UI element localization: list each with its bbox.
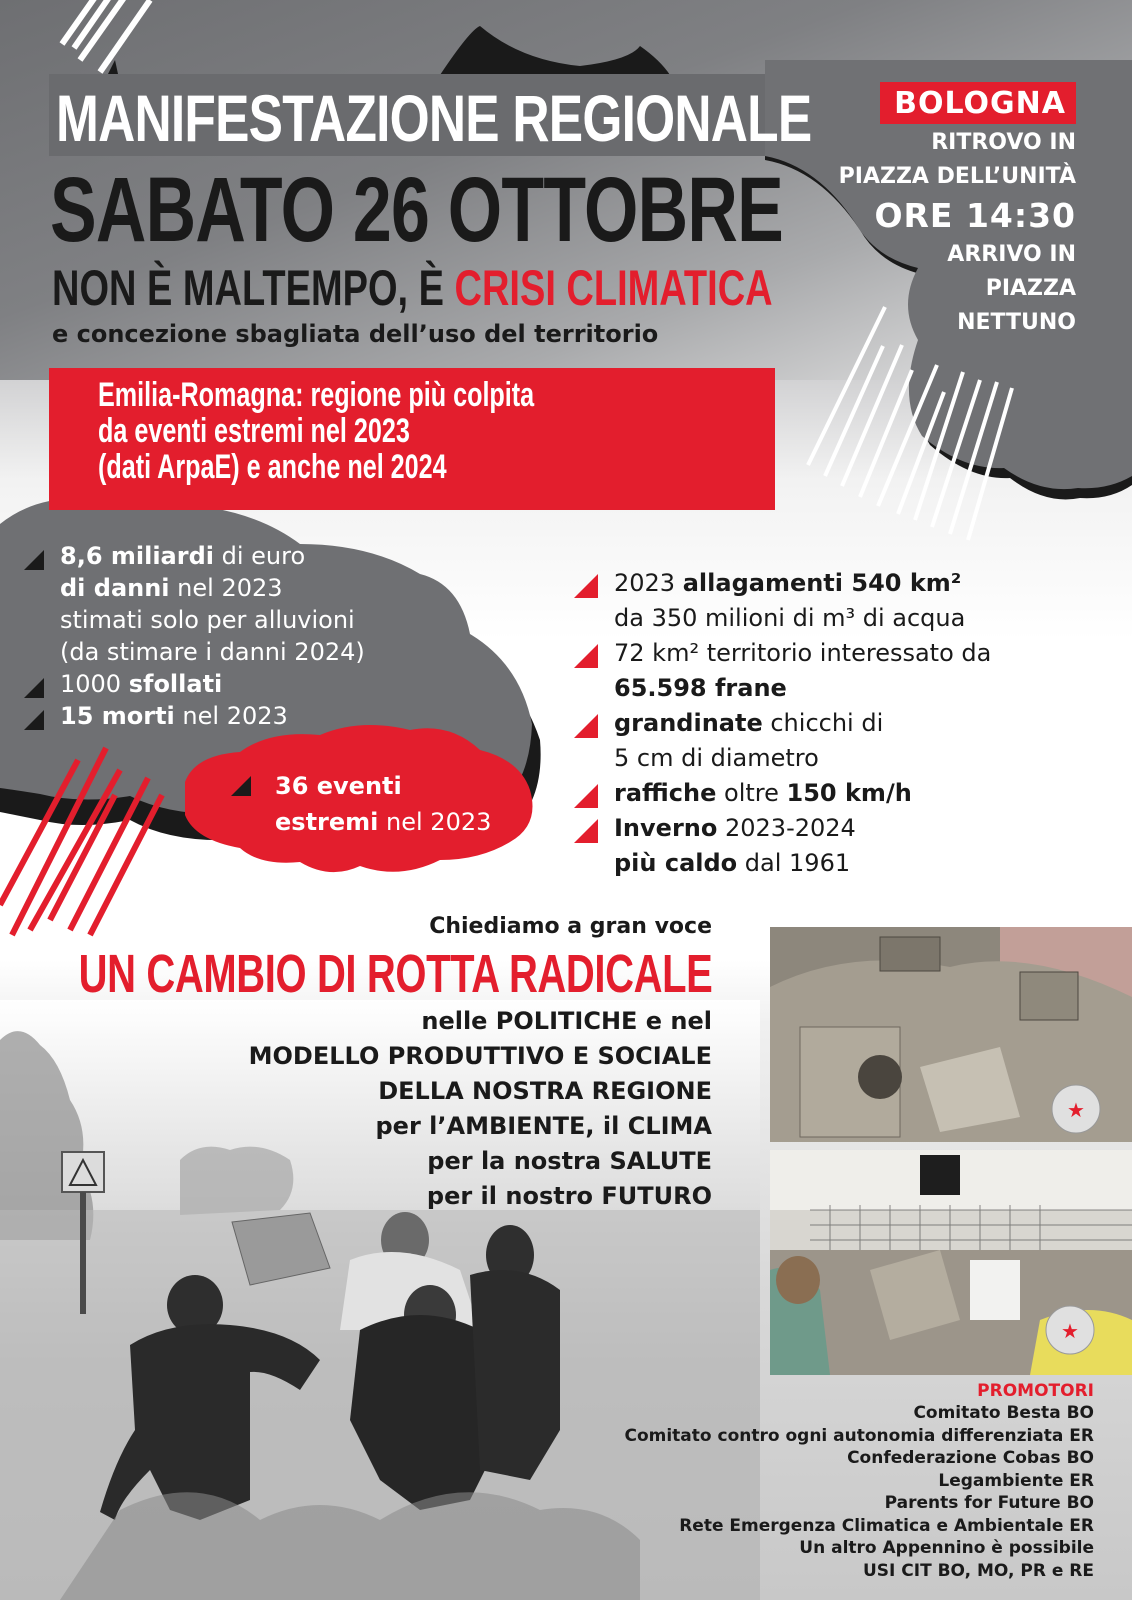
triangle-bullet-icon	[574, 644, 598, 668]
triangle-bullet-icon	[24, 678, 44, 698]
stat-item: (da stimare i danni 2024)	[60, 638, 365, 666]
stat-item: 5 cm di diametro	[614, 744, 819, 772]
region-line-1: Emilia-Romagna: regione più colpita	[98, 376, 535, 414]
triangle-bullet-icon	[24, 550, 44, 570]
demand-line: per la nostra SALUTE	[427, 1147, 712, 1175]
promoter-item: Comitato Besta BO	[913, 1403, 1094, 1423]
extreme-events-stat: 36 eventi estremi nel 2023	[275, 768, 491, 840]
triangle-bullet-icon	[574, 574, 598, 598]
weather-stats-list	[614, 566, 991, 881]
arrival-label: ARRIVO IN	[947, 242, 1076, 267]
event-type-title: MANIFESTAZIONE REGIONALE	[56, 81, 812, 155]
stat-item: 72 km² territorio interessato da	[614, 636, 991, 671]
flooded-kitchen-photo	[770, 1150, 1132, 1375]
demand-line: MODELLO PRODUTTIVO E SOCIALE	[248, 1042, 712, 1070]
stat-item: stimati solo per alluvioni	[60, 606, 355, 634]
event-date: SABATO 26 OTTOBRE	[50, 159, 784, 261]
svg-text:★: ★	[1067, 1098, 1085, 1122]
promoter-item: USI CIT BO, MO, PR e RE	[862, 1560, 1094, 1581]
stat-item: più caldo dal 1961	[614, 849, 851, 877]
region-line-2: da eventi estremi nel 2023	[98, 412, 410, 450]
promoter-item: Parents for Future BO	[884, 1493, 1094, 1513]
damage-stats-list	[60, 540, 365, 732]
meeting-label: RITROVO IN	[931, 130, 1076, 155]
stat-item: grandinate chicchi di	[614, 706, 991, 741]
slogan-prefix: NON È MALTEMPO, È	[52, 260, 455, 316]
promoter-item: Un altro Appennino è possibile	[799, 1538, 1094, 1558]
demand-headline: UN CAMBIO DI ROTTA RADICALE	[78, 944, 712, 1004]
demand-line: DELLA NOSTRA REGIONE	[378, 1077, 712, 1105]
city-badge: BOLOGNA	[880, 82, 1076, 124]
location-info	[839, 82, 1076, 340]
region-line-3: (dati ArpaE) e anche nel 2024	[98, 448, 447, 486]
demand-line: per l’AMBIENTE, il CLIMA	[375, 1112, 712, 1140]
promoter-item: Legambiente ER	[938, 1470, 1094, 1491]
stat-item: da 350 milioni di m³ di acqua	[614, 604, 966, 632]
arrival-place-line1: PIAZZA	[985, 276, 1076, 301]
triangle-bullet-icon	[231, 776, 251, 796]
demand-line: per il nostro FUTURO	[426, 1182, 712, 1210]
promoter-item: Rete Emergenza Climatica e Ambientale ER	[679, 1515, 1094, 1536]
flood-debris-photo	[770, 927, 1132, 1142]
triangle-bullet-icon	[24, 710, 44, 730]
triangle-bullet-icon	[574, 784, 598, 808]
stat-item: 15 morti nel 2023	[60, 700, 365, 732]
stat-item: di danni nel 2023	[60, 574, 283, 602]
promoters-list	[624, 1380, 1094, 1582]
arrival-place-line2: NETTUNO	[957, 310, 1076, 335]
demand-block	[0, 910, 712, 1214]
slogan-highlight: CRISI CLIMATICA	[454, 260, 773, 316]
stat-item: 1000 sfollati	[60, 668, 365, 700]
demand-lead: Chiediamo a gran voce	[429, 914, 712, 939]
demand-line: nelle POLITICHE e nel	[421, 1007, 712, 1035]
triangle-bullet-icon	[574, 819, 598, 843]
svg-text:★: ★	[1061, 1319, 1079, 1343]
subtitle: e concezione sbagliata dell’uso del territorio	[52, 320, 659, 348]
stat-item: 65.598 frane	[614, 674, 787, 702]
stat-item: 2023 allagamenti 540 km²	[614, 566, 991, 601]
promoters-heading: PROMOTORI	[977, 1381, 1094, 1401]
stat-item: 8,6 miliardi di euro	[60, 540, 365, 572]
promoter-item: Comitato contro ogni autonomia differenziata ER	[624, 1425, 1094, 1446]
promoter-item: Confederazione Cobas BO	[847, 1448, 1094, 1468]
slogan	[52, 260, 773, 316]
region-highlight-text	[98, 377, 534, 485]
stat-item: Inverno 2023-2024	[614, 811, 991, 846]
stat-item: raffiche oltre 150 km/h	[614, 776, 991, 811]
meeting-place: PIAZZA DELL’UNITÀ	[838, 164, 1076, 189]
meeting-time: ORE 14:30	[874, 196, 1076, 235]
triangle-bullet-icon	[574, 714, 598, 738]
